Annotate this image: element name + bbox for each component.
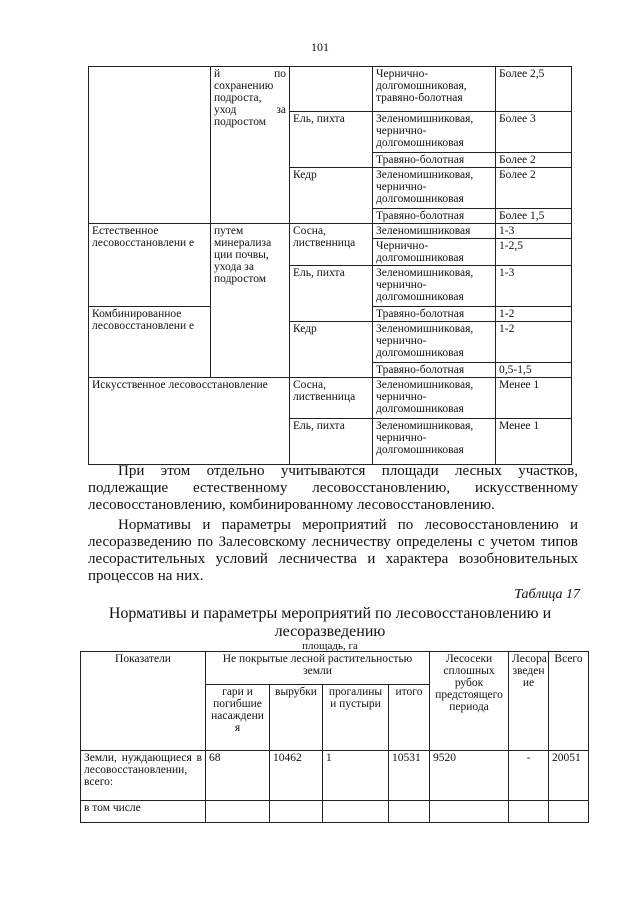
cell-subtotal: 10531: [389, 751, 430, 801]
forest-type-cell: Зеленомишниковая, чернично-долгомошниковая: [373, 168, 496, 209]
reforestation-norms-table: [80, 651, 589, 823]
value-cell: Более 1,5: [496, 209, 572, 224]
value-cell: Более 3: [496, 112, 572, 153]
value-cell: 1-2: [496, 307, 572, 322]
species-cell: Сосна, лиственница: [290, 378, 373, 419]
forest-type-cell: Травяно-болотная: [373, 209, 496, 224]
category-cell: Естественное лесовосстановлени е: [89, 224, 211, 307]
forest-type-cell: Зеленомишниковая, чернично-долгомошниковая: [373, 378, 496, 419]
forest-type-cell: Травяно-болотная: [373, 153, 496, 168]
empty-cell: [509, 801, 549, 823]
forest-type-cell: Зеленомишниковая: [373, 224, 496, 239]
row-label: в том числе: [81, 801, 206, 823]
cell-clearcuts: 9520: [430, 751, 509, 801]
cell-afforestation: -: [509, 751, 549, 801]
forest-type-cell: Травяно-болотная: [373, 363, 496, 378]
category-cell: Искусственное лесовосстановление: [89, 378, 290, 465]
method-cell: путем минерализа ции почвы, ухода за подростом: [211, 224, 290, 378]
table-caption: Таблица 17: [514, 587, 580, 602]
header-glades: прогалины и пустыри: [323, 685, 389, 751]
value-cell: Менее 1: [496, 378, 572, 419]
forest-type-cell: Чернично-долгомошниковая, травяно-болотная: [373, 67, 496, 112]
value-cell: 1-2,5: [496, 239, 572, 266]
method-cell: й по сохранению подроста, уход за подростом: [211, 67, 290, 224]
species-cell: Ель, пихта: [290, 112, 373, 168]
species-cell: [290, 67, 373, 112]
forest-type-cell: Зеленомишниковая, чернично-долгомошниковая: [373, 322, 496, 363]
value-cell: 1-3: [496, 224, 572, 239]
paragraph-area-accounting: При этом отдельно учитываются площади лесных участков, подлежащие естественному лесовосстановлению, искусственному лесовосстановлению, комбинированному лесовосстановлению.: [88, 463, 578, 513]
page-number: 101: [311, 40, 329, 54]
value-cell: 0,5-1,5: [496, 363, 572, 378]
paragraph-norms-description: Нормативы и параметры мероприятий по лесовосстановлению и лесоразведению по Залесовскому лесничеству определены с учетом типов лесорастительных условий лесничества и характера возобновительных процессов на них.: [88, 517, 578, 584]
unit-label: площадь, га: [302, 640, 358, 652]
forest-type-cell: Чернично-долгомошниковая: [373, 239, 496, 266]
cell-cuttings: 10462: [270, 751, 323, 801]
value-cell: Более 2: [496, 168, 572, 209]
table-header-row: [81, 652, 589, 685]
forest-type-cell: Зеленомишниковая, чернично-долгомошниковая: [373, 112, 496, 153]
table-row: [89, 378, 572, 419]
forest-regeneration-table: [88, 66, 572, 465]
header-total: Всего: [549, 652, 589, 751]
header-cuttings: вырубки: [270, 685, 323, 751]
category-cell-empty: [89, 67, 211, 224]
empty-cell: [323, 801, 389, 823]
value-cell: Более 2,5: [496, 67, 572, 112]
species-cell: Ель, пихта: [290, 266, 373, 322]
table-row: [81, 751, 589, 801]
table-row: [89, 67, 572, 112]
header-subtotal: итого: [389, 685, 430, 751]
header-burnt: гари и погибшие насаждени я: [206, 685, 270, 751]
header-clearcuts: Лесосеки сплошных рубок предстоящего периода: [430, 652, 509, 751]
value-cell: 1-3: [496, 266, 572, 307]
cell-glades: 1: [323, 751, 389, 801]
forest-type-cell: Зеленомишниковая, чернично-долгомошниковая: [373, 419, 496, 465]
category-cell: Комбинированное лесовосстановлени е: [89, 307, 211, 378]
species-cell: Сосна, лиственница: [290, 224, 373, 266]
species-cell: Кедр: [290, 322, 373, 378]
row-label: Земли, нуждающиеся в лесовосстановлении, всего:: [81, 751, 206, 801]
cell-burnt: 68: [206, 751, 270, 801]
empty-cell: [549, 801, 589, 823]
cell-total: 20051: [549, 751, 589, 801]
species-cell: Кедр: [290, 168, 373, 224]
table-title: Нормативы и параметры мероприятий по лесовосстановлению и лесоразведению: [108, 605, 552, 640]
empty-cell: [206, 801, 270, 823]
empty-cell: [430, 801, 509, 823]
table-row: [89, 224, 572, 239]
species-cell: Ель, пихта: [290, 419, 373, 465]
value-cell: Более 2: [496, 153, 572, 168]
forest-type-cell: Зеленомишниковая, чернично-долгомошниковая: [373, 266, 496, 307]
forest-type-cell: Травяно-болотная: [373, 307, 496, 322]
table-row: [81, 801, 589, 823]
header-indicators: Показатели: [81, 652, 206, 751]
empty-cell: [389, 801, 430, 823]
empty-cell: [270, 801, 323, 823]
value-cell: Менее 1: [496, 419, 572, 465]
header-not-covered: Не покрытые лесной растительностью земли: [206, 652, 430, 685]
value-cell: 1-2: [496, 322, 572, 363]
header-afforestation: Лесора зведен ие: [509, 652, 549, 751]
